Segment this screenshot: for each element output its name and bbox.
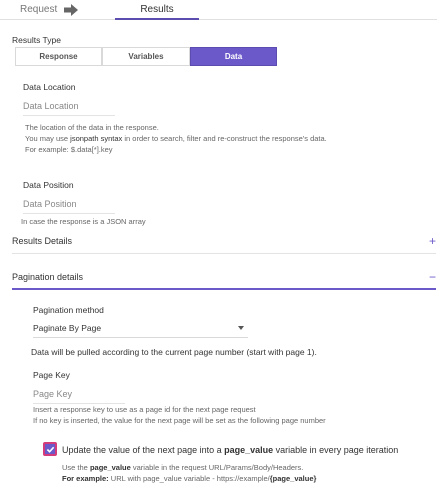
results-details-header[interactable]	[12, 236, 436, 252]
page-key-input[interactable]: Page Key	[33, 386, 125, 404]
page-key-help	[33, 404, 433, 426]
jsonpath-link[interactable]: jsonpath syntax	[70, 134, 123, 143]
pagination-method-label: Pagination method	[33, 305, 104, 315]
segment-variables[interactable]: Variables	[102, 47, 190, 66]
tab-request[interactable]: Request	[20, 4, 58, 15]
pagination-method-value: Paginate By Page	[33, 323, 102, 333]
help-line-1: The location of the data in the response.	[25, 123, 159, 132]
page-key-label: Page Key	[33, 370, 70, 380]
data-location-input[interactable]: Data Location	[23, 98, 115, 116]
segment-response[interactable]: Response	[15, 47, 102, 66]
pagination-method-help: Data will be pulled according to the current page number (start with page 1).	[31, 347, 317, 357]
data-location-label: Data Location	[23, 82, 76, 92]
help-line-2: You may use jsonpath syntax in order to search, filter and re-construct the response's data.	[25, 134, 327, 143]
note-line-2: For example: URL with page_value variable - https://example/{page_value}	[62, 474, 317, 483]
divider-accent	[12, 288, 436, 290]
page-key-help-line-2: If no key is inserted, the value for the next page will be set as the following page number	[33, 416, 326, 425]
segment-data[interactable]: Data	[190, 47, 277, 66]
results-type-label: Results Type	[12, 35, 61, 45]
arrow-right-icon	[64, 4, 78, 16]
check-icon	[46, 445, 55, 454]
data-position-help: In case the response is a JSON array	[21, 217, 146, 226]
pagination-method-select[interactable]	[33, 320, 248, 338]
tab-results[interactable]: Results	[115, 0, 199, 20]
data-position-label: Data Position	[23, 180, 74, 190]
data-location-help	[25, 122, 430, 155]
page-value-note	[62, 462, 432, 484]
top-tab-bar	[0, 0, 437, 20]
note-line-1: Use the page_value variable in the request URL/Params/Body/Headers.	[62, 463, 304, 472]
pagination-details-title: Pagination details	[12, 272, 84, 282]
pagination-details-header[interactable]	[12, 272, 436, 288]
plus-icon[interactable]: +	[428, 234, 436, 248]
help-line-3: For example: $.data[*].key	[25, 145, 113, 154]
page-key-help-line-1: Insert a response key to use as a page id for the next page request	[33, 405, 256, 414]
divider	[12, 253, 436, 254]
data-position-input[interactable]: Data Position	[23, 196, 115, 214]
page-value-checkbox[interactable]	[43, 442, 57, 456]
page-value-checkbox-label: Update the value of the next page into a page_value variable in every page iteration	[62, 445, 399, 455]
results-details-title: Results Details	[12, 236, 73, 246]
minus-icon[interactable]: −	[428, 270, 436, 284]
caret-down-icon	[238, 326, 244, 330]
